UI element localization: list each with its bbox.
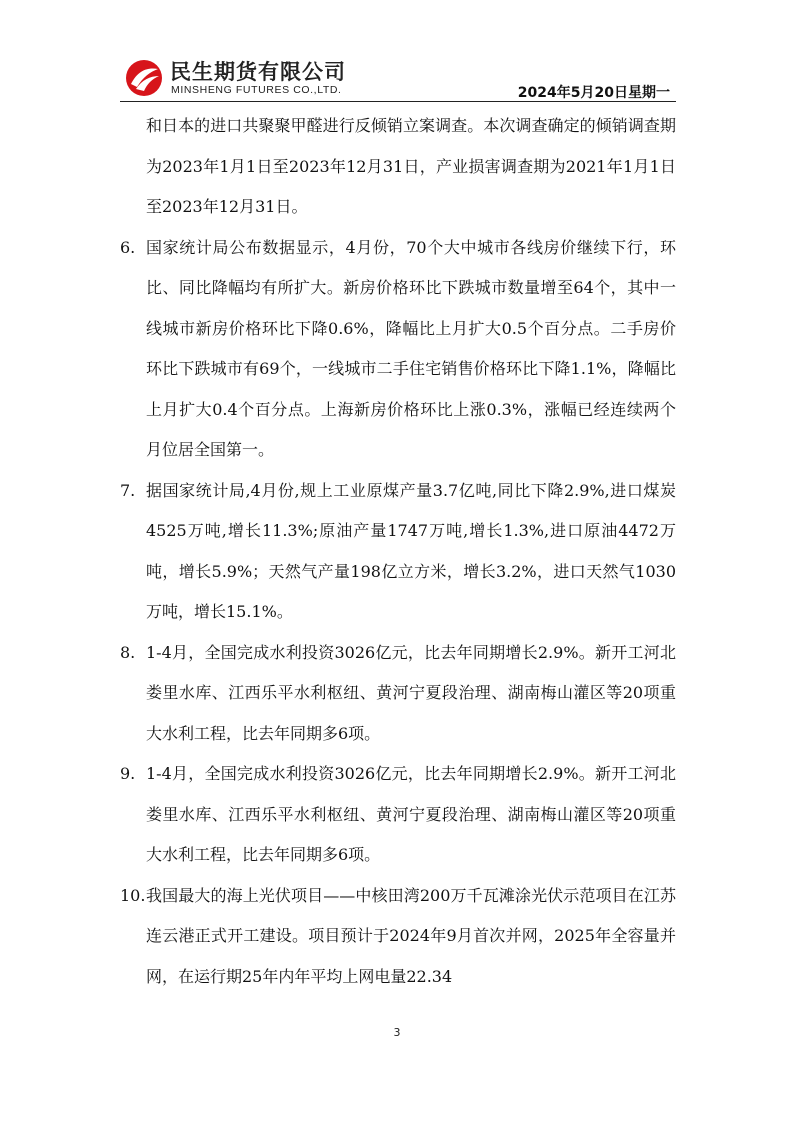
report-date: 2024年5月20日星期一	[517, 85, 670, 101]
news-item-8	[120, 633, 676, 755]
page-header	[120, 52, 676, 104]
news-item-text: 1-4月，全国完成水利投资3026亿元，比去年同期增长2.9%。新开工河北娄里水库、江西乐平水利枢纽、黄河宁夏段治理、湖南梅山灌区等20项重大水利工程，比去年同期多6项。	[146, 642, 676, 743]
news-item-text: 1-4月，全国完成水利投资3026亿元，比去年同期增长2.9%。新开工河北娄里水库、江西乐平水利枢纽、黄河宁夏段治理、湖南梅山灌区等20项重大水利工程，比去年同期多6项。	[146, 764, 676, 864]
news-item-7	[120, 471, 676, 633]
news-item-text: 和日本的进口共聚聚甲醛进行反倾销立案调查。本次调查确定的倾销调查期为2023年1月1日至2023年12月31日，产业损害调查期为2021年1月1日至2023年12月31日。	[146, 116, 676, 216]
company-name-cn: 民生期货有限公司	[170, 60, 346, 84]
page-number: 3	[393, 1026, 401, 1039]
news-item-number: 8.	[120, 642, 136, 662]
news-item-continued	[120, 106, 676, 228]
news-item-number: 10.	[120, 885, 146, 905]
news-item-number: 7.	[120, 480, 136, 500]
news-item-text: 我国最大的海上光伏项目——中核田湾200万千瓦滩涂光伏示范项目在江苏连云港正式开工建设。项目预计于2024年9月首次并网，2025年全容量并网，在运行期25年内年平均上网电量22.34	[146, 885, 676, 986]
news-item-10	[120, 876, 676, 998]
news-item-number: 6.	[120, 237, 136, 257]
document-body	[120, 106, 676, 997]
header-divider	[120, 101, 676, 102]
news-item-text: 据国家统计局,4月份,规上工业原煤产量3.7亿吨,同比下降2.9%,进口煤炭4525万吨,增长11.3%;原油产量1747万吨,增长1.3%,进口原油4472万吨，增长5.9%；天然气产量198亿立方米，增长3.2%，进口天然气1030万吨，增长15.1%。	[146, 480, 676, 621]
minsheng-logo-icon	[124, 58, 164, 98]
company-name-en: MINSHENG FUTURES CO.,LTD.	[171, 84, 342, 96]
news-item-6	[120, 228, 676, 471]
company-logo	[124, 54, 374, 100]
news-item-9	[120, 754, 676, 876]
news-item-text: 国家统计局公布数据显示，4月份，70个大中城市各线房价继续下行，环比、同比降幅均有所扩大。新房价格环比下跌城市数量增至64个，其中一线城市新房价格环比下降0.6%，降幅比上月扩大0.5个百分点。二手房价环比下跌城市有69个，一线城市二手住宅销售价格环比下降1.1%，降幅比上月扩大0.4个百分点。上海新房价格环比上涨0.3%，涨幅已经连续两个月位居全国第一。	[146, 237, 676, 459]
news-item-number: 9.	[120, 764, 136, 783]
